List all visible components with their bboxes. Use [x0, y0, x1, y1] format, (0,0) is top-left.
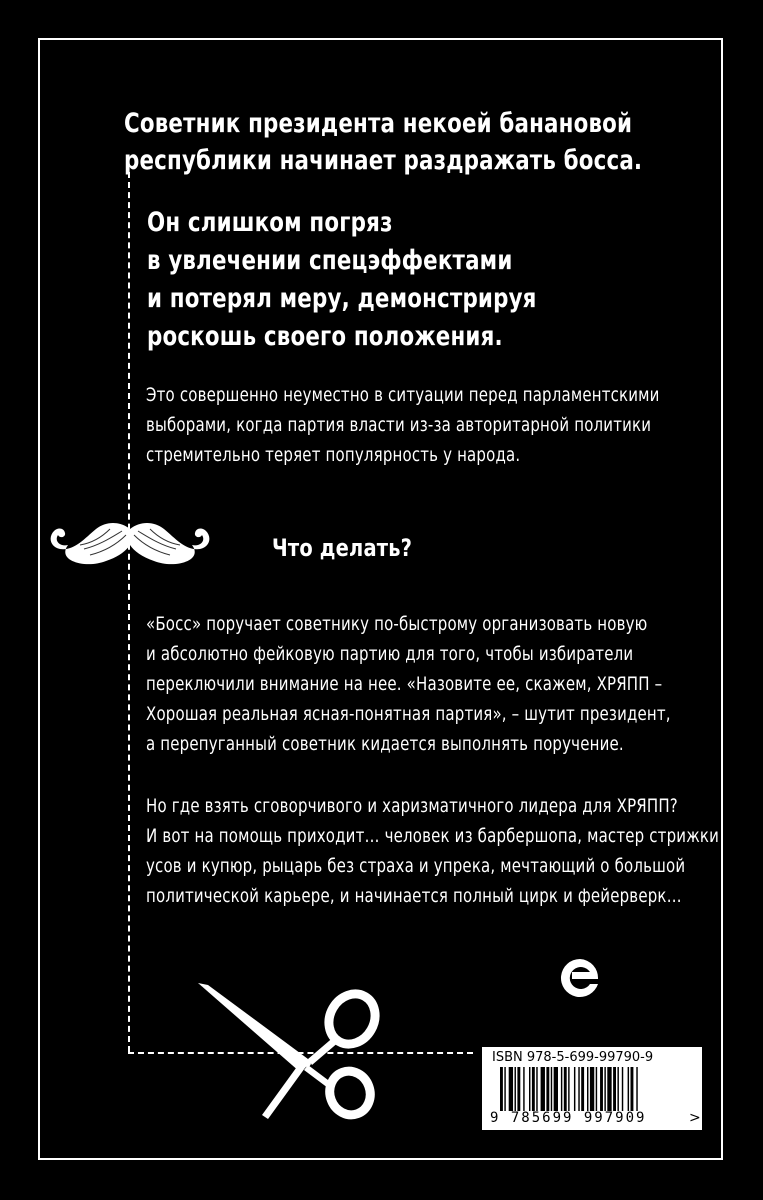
- lead-line-2: в увлечении спецэффектами: [147, 245, 513, 276]
- para1-line-3: стремительно теряет популярность у народа.: [146, 445, 521, 466]
- barcode-bar: [587, 1067, 588, 1111]
- barcode-bar: [604, 1067, 605, 1111]
- barcode-bar: [590, 1067, 594, 1111]
- para3-line-3: усов и купюр, рыцарь без страха и упрека, мечтающий о большой: [146, 856, 686, 877]
- para2-line-2: и абсолютно фейковую партию для того, чтобы избиратели: [146, 644, 634, 665]
- para2-line-1: «Босс» поручает советнику по-быстрому организовать новую: [146, 614, 648, 635]
- lead-line-1: Он слишком погряз: [147, 207, 393, 238]
- barcode-bar: [561, 1067, 562, 1111]
- barcode: [500, 1067, 690, 1111]
- barcode-bar: [631, 1067, 634, 1111]
- barcode-bar: [551, 1067, 552, 1111]
- barcode-bar: [532, 1067, 535, 1111]
- barcode-bar: [628, 1067, 629, 1111]
- barcode-bar: [504, 1067, 505, 1111]
- headline-line-2: республики начинает раздражать босса.: [124, 145, 643, 176]
- barcode-bar: [523, 1067, 524, 1111]
- isbn-arrow: >: [689, 1110, 701, 1126]
- barcode-bar: [596, 1067, 597, 1111]
- scissors-icon: [190, 975, 390, 1125]
- para3-line-2: И вот на помощь приходит… человек из барбершопа, мастер стрижки: [146, 826, 720, 847]
- para3-line-1: Но где взять сговорчивого и харизматичного лидера для ХРЯПП?: [146, 796, 678, 817]
- barcode-bar: [509, 1067, 513, 1111]
- barcode-bar: [600, 1067, 603, 1111]
- barcode-bar: [613, 1067, 616, 1111]
- barcode-bar: [517, 1067, 520, 1111]
- barcode-bar: [546, 1067, 549, 1111]
- barcode-bar: [564, 1067, 567, 1111]
- question-heading: Что делать?: [272, 534, 413, 562]
- para2-line-5: а перепуганный советник кидается выполнять поручение.: [146, 734, 624, 755]
- isbn-label: ISBN 978-5-699-99790-9: [492, 1050, 654, 1065]
- barcode-bar: [622, 1067, 623, 1111]
- barcode-bar: [554, 1067, 558, 1111]
- headline-line-1: Советник президента некоей банановой: [124, 108, 633, 139]
- cut-line-vertical: [128, 172, 130, 1052]
- barcode-bar: [574, 1067, 575, 1111]
- mustache-icon: [40, 515, 220, 575]
- barcode-bar: [581, 1067, 584, 1111]
- barcode-bar: [536, 1067, 537, 1111]
- isbn-barcode-block: [482, 1047, 702, 1130]
- barcode-bar: [617, 1067, 618, 1111]
- barcode-bar: [568, 1067, 569, 1111]
- para2-line-3: переключили внимание на нее. «Назовите ее, скажем, ХРЯПП –: [146, 674, 663, 695]
- barcode-bar: [529, 1067, 530, 1111]
- para2-line-4: Хорошая реальная ясная-понятная партия», – шутит президент,: [146, 704, 671, 725]
- isbn-digits: 9 785699 997909: [490, 1110, 647, 1126]
- para1-line-1: Это совершенно неуместно в ситуации перед парламентскими: [146, 385, 660, 406]
- eksmo-logo: [558, 956, 602, 1000]
- barcode-bar: [541, 1067, 545, 1111]
- barcode-bar: [578, 1067, 579, 1111]
- barcode-bar: [636, 1067, 637, 1111]
- lead-line-3: и потерял меру, демонстрируя: [147, 283, 537, 314]
- barcode-bar: [500, 1067, 503, 1111]
- para3-line-4: политической карьере, и начинается полный цирк и фейерверк…: [146, 886, 682, 907]
- barcode-bar: [515, 1067, 516, 1111]
- lead-line-4: роскошь своего положения.: [147, 321, 503, 352]
- barcode-bar: [607, 1067, 611, 1111]
- para1-line-2: выборами, когда партия власти из-за авторитарной политики: [146, 415, 652, 436]
